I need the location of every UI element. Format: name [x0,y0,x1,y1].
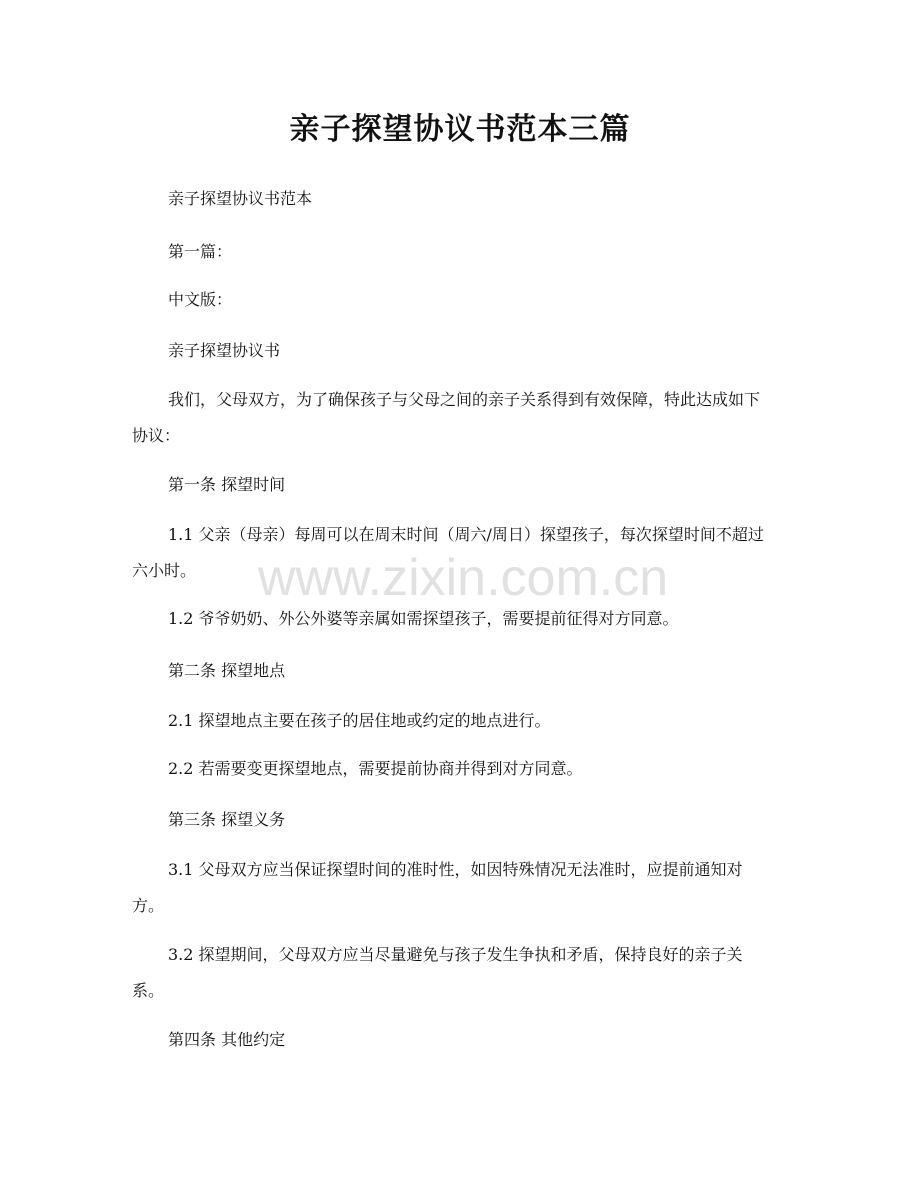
paragraph-chinese-version: 中文版： [168,290,233,309]
paragraph-subtitle: 亲子探望协议书范本 [168,189,313,208]
clause-1-2: 1.2 爷爷奶奶、外公外婆等亲属如需探望孩子，需要提前征得对方同意。 [168,609,679,628]
article-two-heading: 第二条 探望地点 [168,661,286,680]
article-three-heading: 第三条 探望义务 [168,810,286,829]
paragraph-agreement-heading: 亲子探望协议书 [168,341,281,360]
document-title: 亲子探望协议书范本三篇 [289,112,631,147]
paragraph-preamble: 我们，父母双方，为了确保孩子与父母之间的亲子关系得到有效保障，特此达成如下协议： [132,390,761,445]
article-one-heading: 第一条 探望时间 [168,475,286,494]
watermark: www.zixin.com.cn [257,549,669,607]
clause-3-1: 3.1 父母双方应当保证探望时间的准时性，如因特殊情况无法准时，应提前通知对方。 [132,860,743,915]
clause-3-2: 3.2 探望期间，父母双方应当尽量避免与孩子发生争执和矛盾，保持良好的亲子关系。 [132,945,743,1000]
clause-1-1: 1.1 父亲（母亲）每周可以在周末时间（周六/周日）探望孩子，每次探望时间不超过六小时。 [132,525,764,580]
clause-2-1: 2.1 探望地点主要在孩子的居住地或约定的地点进行。 [168,711,551,730]
paragraph-part-one: 第一篇： [168,242,233,261]
clause-2-2: 2.2 若需要变更探望地点，需要提前协商并得到对方同意。 [168,759,583,778]
article-four-heading: 第四条 其他约定 [168,1030,286,1049]
